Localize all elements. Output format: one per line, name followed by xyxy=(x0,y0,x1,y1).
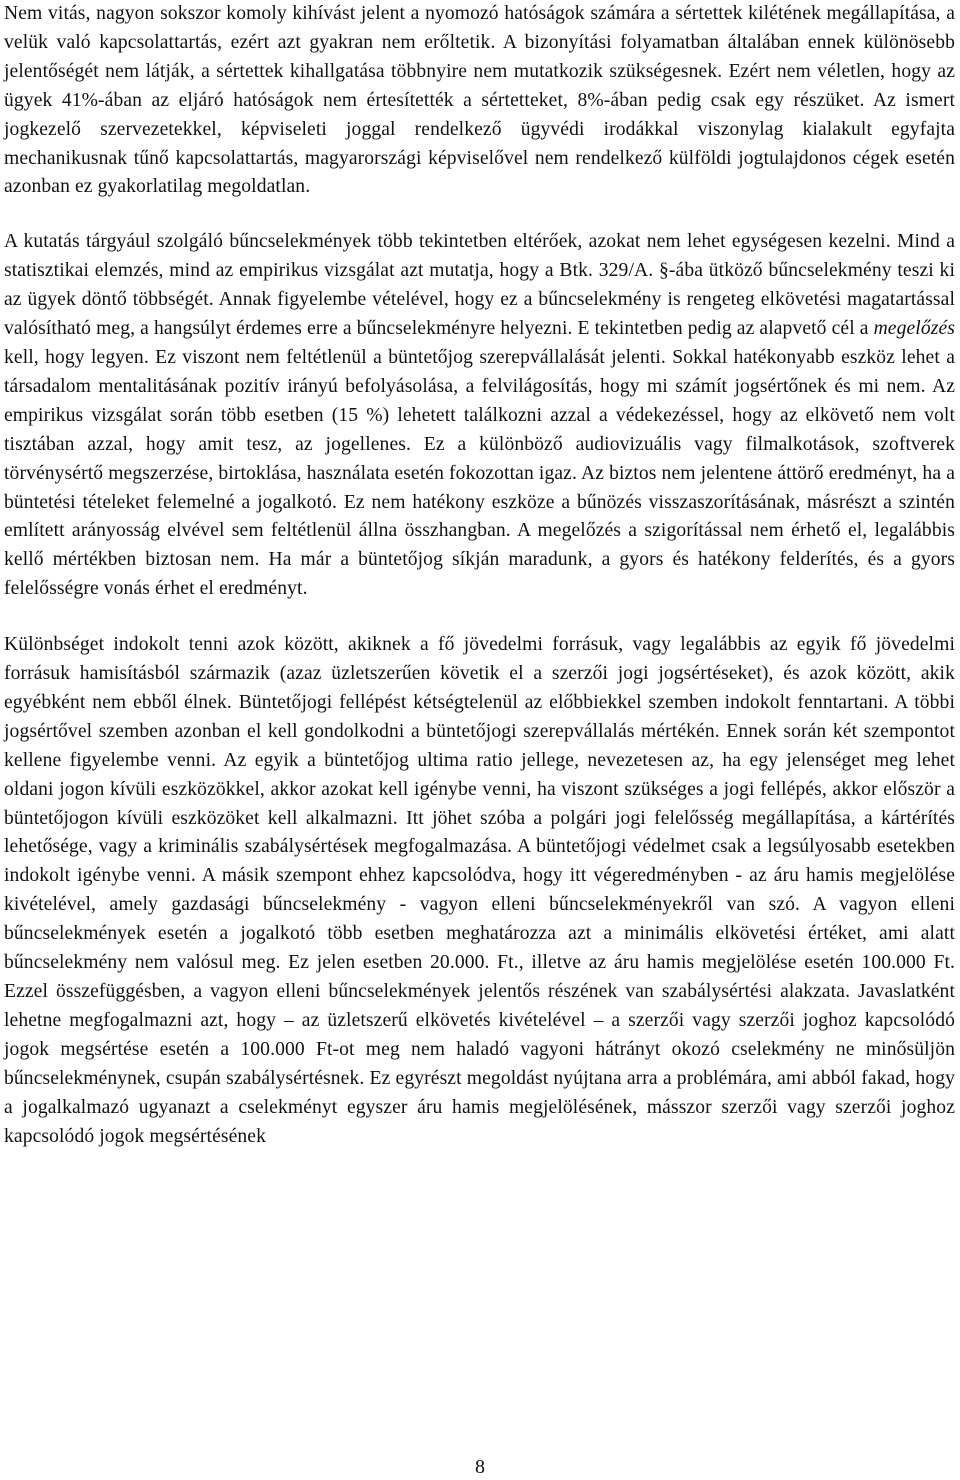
paragraph-2-text-start: A kutatás tárgyául szolgáló bűncselekmények több tekintetben eltérőek, azokat nem lehet egységesen kezelni. Mind a statisztikai elemzés, mind az empirikus vizsgálat azt mutatja, hogy a Btk. 329/A. §-ába ütköző bűncselekmény teszi ki az ügyek döntő többségét. Annak figyelembe vételével, hogy ez a bűncselekmény is rengeteg elkövetési magatartással valósítható meg, a hangsúlyt érdemes erre a bűncselekményre helyezni. E tekintetben pedig az alapvető cél a xyxy=(4,231,955,340)
paragraph-2-text-end: kell, hogy legyen. Ez viszont nem feltétlenül a büntetőjog szerepvállalását jelenti. Sokkal hatékonyabb eszköz lehet a társadalom mentalitásának pozitív irányú befolyásolása, a felvilágosítás, hogy mi számít jogsértőnek és mi nem. Az empirikus vizsgálat során több esetben (15 %) lehetett találkozni azzal a védekezéssel, hogy az elkövető nem volt tisztában azzal, hogy amit tesz, az jogellenes. Ez a különböző audiovizuális vagy filmalkotások, szoftverek törvénysértő megszerzése, birtoklása, használata esetén fokozottan igaz. Az biztos nem jelentene áttörő eredményt, ha a büntetési tételeket felemelné a jogalkotó. Ez nem hatékony eszköze a bűnözés visszaszorításának, másrészt a szintén említett arányosság elvével sem feltétlenül állna összhangban. A megelőzés a szigorítással nem érhető el, legalábbis kellő mértékben biztosan nem. Ha már a büntetőjog síkján maradunk, a gyors és hatékony felderítés, és a gyors felelősségre vonás érhet el eredményt. xyxy=(4,346,955,600)
document-page xyxy=(4,0,955,1151)
paragraph-2 xyxy=(4,228,955,604)
paragraph-3 xyxy=(4,631,955,1151)
paragraph-1-text: Nem vitás, nagyon sokszor komoly kihívást jelent a nyomozó hatóságok számára a sértettek kilétének megállapítása, a velük való kapcsolattartás, ezért azt gyakran nem erőltetik. A bizonyítási folyamatban általában ennek különösebb jelentőségét nem látják, a sértettek kihallgatása többnyire nem mutatkozik szükségesnek. Ezért nem véletlen, hogy az ügyek 41%-ában az eljáró hatóságok nem értesítették a sértetteket, 8%-ában pedig csak egy részüket. Az ismert jogkezelő szervezetekkel, képviseleti joggal rendelkező ügyvédi irodákkal viszonylag kialakult egyfajta mechanikusnak tűnő kapcsolattartás, magyarországi képviselővel nem rendelkező külföldi jogtulajdonos cégek esetén azonban ez gyakorlatilag megoldatlan. xyxy=(4,3,955,198)
paragraph-2-emphasis: megelőzés xyxy=(873,318,955,340)
page-number: 8 xyxy=(475,1456,485,1478)
paragraph-1 xyxy=(4,0,955,202)
paragraph-3-text: Különbséget indokolt tenni azok között, akiknek a fő jövedelmi forrásuk, vagy legalábbis az egyik fő jövedelmi forrásuk hamisításból származik (azaz üzletszerűen követik el a szerzői jogi jogsértéseket), és azok között, akik egyébként nem ebből élnek. Büntetőjogi fellépést kétségtelenül az előbbiekkel szemben indokolt fenntartani. A többi jogsértővel szemben azonban el kell gondolkodni a büntetőjogi szerepvállalás mértékén. Ennek során két szempontot kellene figyelembe venni. Az egyik a büntetőjog ultima ratio jellege, nevezetesen az, ha egy jelenséget meg lehet oldani jogon kívüli eszközökkel, akkor azokat kell igénybe venni, ha viszont szükséges a jogi fellépés, akkor először a büntetőjogon kívüli eszközöket kell alkalmazni. Itt jöhet szóba a polgári jogi felelősség megállapítása, a kártérítés lehetősége, vagy a kriminális szabálysértések megfogalmazása. A büntetőjogi védelmet csak a legsúlyosabb esetekben indokolt igénybe venni. A másik szempont ehhez kapcsolódva, hogy itt végeredményben - az áru hamis megjelölése kivételével, amely gazdasági bűncselekmény - vagyon elleni bűncselekményekről van szó. A vagyon elleni bűncselekmények esetén a jogalkotó több esetben meghatározza azt a minimális elkövetési értéket, ami alatt bűncselekmény nem valósul meg. Ez jelen esetben 20.000. Ft., illetve az áru hamis megjelölése esetén 100.000 Ft. Ezzel összefüggésben, a vagyon elleni bűncselekmények jelentős részének van szabálysértési alakzata. Javaslatként lehetne megfogalmazni azt, hogy – az üzletszerű elkövetés kivételével – a szerzői vagy szerzői joghoz kapcsolódó jogok megsértése esetén a 100.000 Ft-ot meg nem haladó vagyoni hátrányt okozó cselekmény ne minősüljön bűncselekménynek, csupán szabálysértésnek. Ez egyrészt megoldást nyújtana arra a problémára, ami abból fakad, hogy a jogalkalmazó ugyanazt a cselekményt egyszer áru hamis megjelölésének, másszor szerzői vagy szerzői joghoz kapcsolódó jogok megsértésének xyxy=(4,634,955,1147)
